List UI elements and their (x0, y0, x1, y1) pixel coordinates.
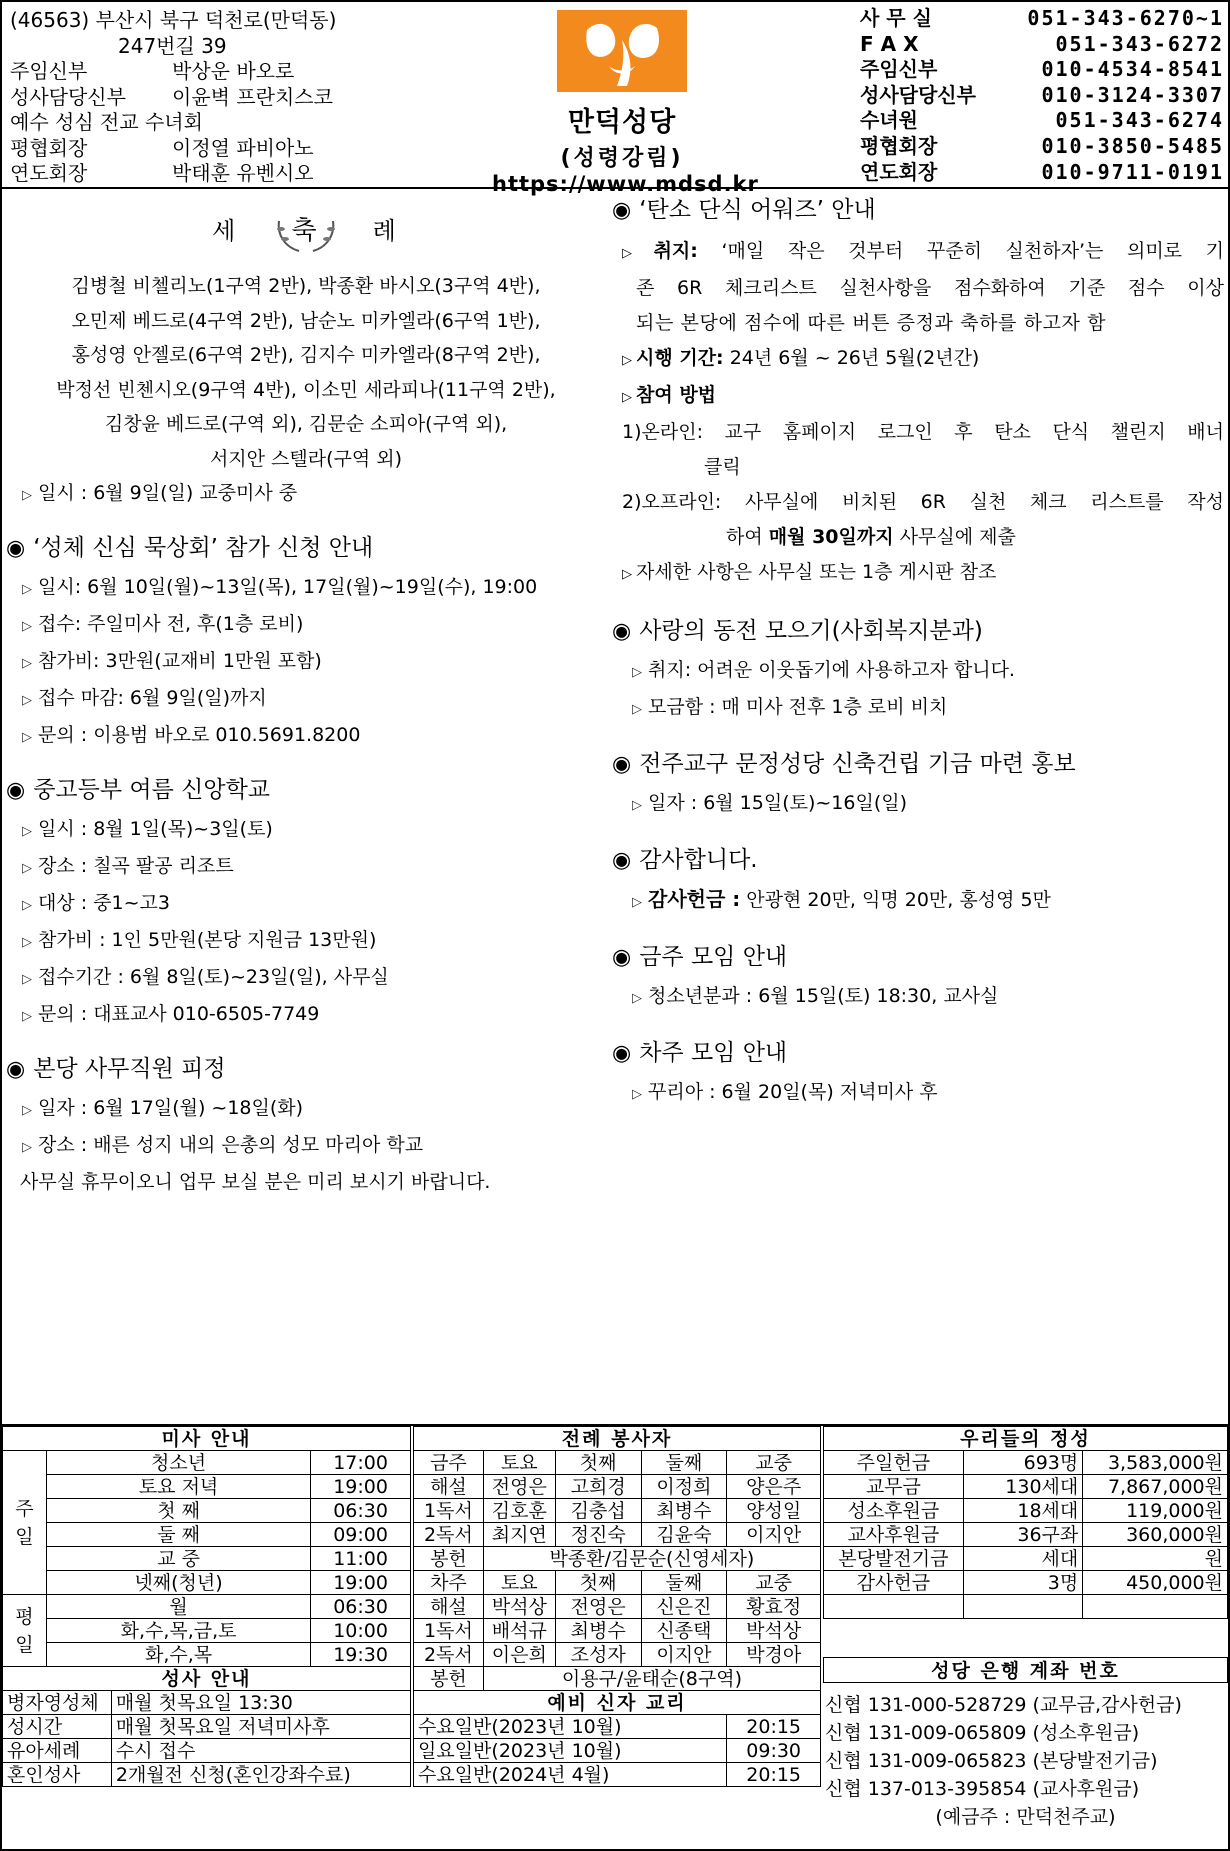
liturgy-cell: 조성자 (555, 1643, 641, 1667)
section-coin-drive (612, 616, 1228, 727)
mass-name: 화,수,목,금,토 (46, 1619, 310, 1643)
sacrament-name: 혼인성사 (3, 1763, 112, 1787)
bullseye-icon: ◉ (612, 1041, 632, 1066)
mass-schedule-table (2, 1426, 411, 1787)
liturgy-cell: 이지안 (727, 1523, 821, 1547)
liturgy-header: 토요 (483, 1571, 555, 1595)
liturgy-cell: 전영은 (555, 1595, 641, 1619)
section-title (612, 845, 1228, 876)
liturgy-table (413, 1426, 821, 1787)
mass-name: 교 중 (46, 1547, 310, 1571)
triangle-bullet-icon: ▷ (22, 730, 32, 745)
mass-time: 09:00 (311, 1523, 411, 1547)
bullseye-icon: ◉ (612, 945, 632, 970)
liturgy-title: 전례 봉사자 (414, 1427, 821, 1451)
carbon-method (622, 378, 1224, 415)
left-column (2, 191, 610, 1200)
triangle-bullet-icon: ▷ (22, 898, 32, 913)
staff-row (10, 59, 510, 85)
catechism-time: 20:15 (727, 1715, 821, 1739)
finance-amount: 원 (1083, 1547, 1228, 1571)
section-item (612, 653, 1228, 690)
finance-count: 36구좌 (963, 1523, 1083, 1547)
finance-name: 감사헌금 (824, 1571, 964, 1595)
liturgy-cell: 이정희 (641, 1475, 727, 1499)
weekday-label: 평 일 (3, 1595, 47, 1667)
mass-time: 10:00 (311, 1619, 411, 1643)
bullseye-icon: ◉ (612, 198, 632, 223)
liturgy-cell: 이지안 (641, 1643, 727, 1667)
carbon-purpose-line: 되는 본당에 점수에 따른 버튼 증정과 축하를 하고자 함 (636, 312, 1107, 334)
section-item-text: 참가비 : 1인 5만원(본당 지원금 13만원) (38, 929, 377, 951)
liturgy-cell: 해설 (414, 1595, 484, 1619)
contact-row (860, 6, 1224, 32)
sacrament-value: 수시 접수 (111, 1739, 410, 1763)
section-item (2, 1091, 610, 1128)
contact-phone: 010-9711-0191 (1041, 159, 1224, 184)
bank-accounts (823, 1657, 1228, 1831)
triangle-bullet-icon: ▷ (622, 567, 632, 582)
church-subtitle: (성령강림) (560, 146, 684, 171)
finance-name: 주일헌금 (824, 1451, 964, 1475)
liturgy-cell: 최지연 (483, 1523, 555, 1547)
carbon-purpose-line (622, 234, 1224, 271)
liturgy-cell: 배석규 (483, 1619, 555, 1643)
bank-account: 신협 131-009-065809 (성소후원금) (825, 1722, 1140, 1744)
carbon-period-label: 시행 기간: (636, 347, 724, 369)
liturgy-header: 교중 (727, 1451, 821, 1475)
mass-name: 토요 저녁 (46, 1475, 310, 1499)
baptism-line: 오민제 베드로(4구역 2반), 남순노 미카엘라(6구역 1반), (71, 309, 541, 332)
section-item (2, 570, 610, 607)
carbon-method-label: 참여 방법 (636, 384, 717, 406)
mass-time: 19:30 (311, 1643, 411, 1667)
liturgy-cell: 양성일 (727, 1499, 821, 1523)
baptism-line: 김병철 비첼리노(1구역 2반), 박종환 바시오(3구역 4반), (71, 275, 541, 297)
contact-phone: 051-343-6274 (1055, 108, 1224, 133)
liturgy-cell: 황효정 (727, 1595, 821, 1619)
triangle-bullet-icon: ▷ (622, 353, 632, 368)
contact-label: 사 무 실 (860, 6, 932, 30)
sacrament-name: 유아세례 (3, 1739, 112, 1763)
liturgy-cell: 박석상 (483, 1595, 555, 1619)
contact-row (860, 32, 1224, 58)
triangle-bullet-icon: ▷ (622, 390, 632, 405)
liturgy-header: 둘째 (641, 1571, 727, 1595)
liturgy-header: 금주 (414, 1451, 484, 1475)
section-title (612, 1038, 1228, 1069)
contact-phone: 010-3850-5485 (1041, 133, 1224, 158)
section-item-text: 꾸리아 : 6월 20일(목) 저녁미사 후 (648, 1081, 938, 1103)
sacrament-name: 성시간 (3, 1715, 112, 1739)
section-summer-school (2, 775, 610, 1034)
catechism-time: 09:30 (727, 1739, 821, 1763)
contact-phone: 051-343-6270~1 (1027, 6, 1224, 30)
liturgy-header: 첫째 (555, 1451, 641, 1475)
contact-row (860, 160, 1224, 186)
section-thanks (612, 845, 1228, 920)
section-item (612, 882, 1228, 920)
sacrament-value: 매월 첫목요일 13:30 (111, 1691, 410, 1715)
section-this-week-meeting (612, 942, 1228, 1016)
finance-name: 성소후원금 (824, 1499, 964, 1523)
section-item (2, 607, 610, 644)
section-item-text: 청소년분과 : 6월 15일(토) 18:30, 교사실 (648, 985, 999, 1007)
section-item-text: 모금함 : 매 미사 전후 1층 로비 비치 (648, 696, 948, 718)
section-item (2, 1128, 610, 1165)
liturgy-cell: 김호훈 (483, 1499, 555, 1523)
liturgy-cell: 신은진 (641, 1595, 727, 1619)
bullseye-icon: ◉ (612, 752, 632, 777)
contact-row (860, 108, 1224, 134)
baptism-title (2, 201, 610, 261)
carbon-details (622, 555, 1224, 592)
carbon-purpose-text: ‘매일 작은 것부터 꾸준히 실천하자’는 의미로 기 (721, 240, 1225, 262)
section-item-text: 문의 : 이용범 바오로 010.5691.8200 (38, 724, 361, 746)
liturgy-cell: 2독서 (414, 1643, 484, 1667)
bank-title: 성당 은행 계좌 번호 (823, 1657, 1228, 1683)
section-item-text: 일자 : 6월 17일(월) ~18일(화) (38, 1097, 304, 1119)
triangle-bullet-icon: ▷ (22, 824, 32, 839)
section-item (612, 690, 1228, 727)
triangle-bullet-icon: ▷ (632, 895, 642, 910)
liturgy-cell: 1독서 (414, 1499, 484, 1523)
finance-name: 교사후원금 (824, 1523, 964, 1547)
finance-amount: 3,583,000원 (1083, 1451, 1228, 1475)
carbon-offline: 2)오프라인: 사무실에 비치된 6R 실천 체크 리스트를 작성 (622, 491, 1224, 513)
section-item-text: 장소 : 배른 성지 내의 은총의 성모 마리아 학교 (38, 1134, 424, 1156)
carbon-offline-deadline: 매월 30일까지 (768, 526, 894, 548)
mass-time: 19:00 (311, 1571, 411, 1595)
contact-row (860, 57, 1224, 83)
mass-name: 월 (46, 1595, 310, 1619)
liturgy-header: 둘째 (641, 1451, 727, 1475)
finance-name: 교무금 (824, 1475, 964, 1499)
address-line-2: 247번길 39 (118, 33, 227, 58)
triangle-bullet-icon: ▷ (22, 619, 32, 634)
section-meditation (2, 533, 610, 755)
triangle-bullet-icon: ▷ (22, 693, 32, 708)
baptism-title-left: 세 (212, 217, 240, 245)
section-item-text: 일자 : 6월 15일(토)~16일(일) (648, 792, 908, 814)
finance-title: 우리들의 정성 (824, 1427, 1228, 1451)
bullseye-icon: ◉ (6, 536, 26, 561)
finance-name (824, 1595, 964, 1619)
contact-label: 수녀원 (860, 108, 918, 133)
liturgy-cell: 최병수 (641, 1499, 727, 1523)
catechism-time: 20:15 (727, 1763, 821, 1787)
section-title (2, 775, 610, 806)
baptism-date-text: 일시 : 6월 9일(일) 교중미사 중 (38, 482, 298, 504)
liturgy-cell: 이은희 (483, 1643, 555, 1667)
section-item (2, 849, 610, 886)
staff-role: 주임신부 (10, 59, 88, 83)
catechism-class: 일요일반(2023년 10월) (414, 1739, 727, 1763)
right-column (612, 191, 1228, 1112)
bank-account: 신협 137-013-395854 (교사후원금) (825, 1778, 1140, 1800)
liturgy-cell: 해설 (414, 1475, 484, 1499)
section-next-week-meeting (612, 1038, 1228, 1112)
contact-label: 성사담당신부 (860, 82, 976, 107)
mass-name: 넷째(청년) (46, 1571, 310, 1595)
section-title (612, 942, 1228, 973)
triangle-bullet-icon: ▷ (22, 1103, 32, 1118)
triangle-bullet-icon: ▷ (632, 991, 642, 1006)
section-title-text: 금주 모임 안내 (639, 944, 788, 970)
section-carbon-awards (612, 195, 1228, 592)
laurel-emblem-icon (271, 207, 341, 257)
contact-phone: 010-4534-8541 (1041, 57, 1224, 82)
carbon-purpose-label: 취지: (653, 240, 698, 262)
triangle-bullet-icon: ▷ (632, 1087, 642, 1102)
bulletin-body (2, 191, 1228, 1424)
triangle-bullet-icon: ▷ (22, 656, 32, 671)
baptism-line: 서지안 스텔라(구역 외) (209, 447, 403, 470)
mass-name: 화,수,목 (46, 1643, 310, 1667)
liturgy-cell: 김윤숙 (641, 1523, 727, 1547)
liturgy-cell: 신종택 (641, 1619, 727, 1643)
church-branding (492, 10, 759, 196)
section-title (2, 1054, 610, 1085)
bullseye-icon: ◉ (612, 848, 632, 873)
section-item (612, 1075, 1228, 1112)
liturgy-cell: 최병수 (555, 1619, 641, 1643)
section-title-text: 감사합니다. (639, 847, 758, 873)
section-title-text: 사랑의 동전 모으기(사회복지분과) (639, 618, 983, 644)
triangle-bullet-icon: ▷ (22, 935, 32, 950)
carbon-online-cont: 클릭 (704, 456, 741, 478)
section-building-fund (612, 749, 1228, 823)
contact-label: 연도회장 (860, 159, 938, 184)
section-item-text: 일시 : 8월 1일(목)~3일(토) (38, 818, 273, 840)
section-item (2, 812, 610, 849)
sacrament-value: 2개월전 신청(혼인강좌수료) (111, 1763, 410, 1787)
finance-count: 693명 (963, 1451, 1083, 1475)
triangle-bullet-icon: ▷ (632, 665, 642, 680)
liturgy-header: 교중 (727, 1571, 821, 1595)
catechism-title: 예비 신자 교리 (414, 1691, 821, 1715)
finance-count: 세대 (963, 1547, 1083, 1571)
catechism-class: 수요일반(2024년 4월) (414, 1763, 727, 1787)
section-item (612, 979, 1228, 1016)
bullseye-icon: ◉ (6, 1057, 26, 1082)
sunday-label: 주 일 (3, 1451, 47, 1595)
finance-count: 3명 (963, 1571, 1083, 1595)
church-url-link[interactable]: https://www.mdsd.kr (492, 172, 759, 196)
staff-row (10, 85, 510, 111)
section-title (612, 195, 1228, 226)
section-item (2, 644, 610, 681)
bank-account: 신협 131-009-065823 (본당발전기금) (825, 1750, 1158, 1772)
liturgy-header: 토요 (483, 1451, 555, 1475)
section-item (2, 997, 610, 1034)
staff-name: 박상운 바오로 (172, 59, 295, 83)
liturgy-offering: 이용구/윤태순(8구역) (483, 1667, 820, 1691)
staff-row (10, 136, 510, 162)
baptism-line: 김창윤 베드로(구역 외), 김문순 소피아(구역 외), (104, 413, 508, 435)
triangle-bullet-icon: ▷ (22, 1009, 32, 1024)
mass-time: 06:30 (311, 1595, 411, 1619)
liturgy-offering: 박종환/김문순(신영세자) (483, 1547, 820, 1571)
carbon-offline-text: 하여 (726, 526, 763, 548)
triangle-bullet-icon: ▷ (22, 972, 32, 987)
baptism-date (2, 476, 610, 513)
finance-table (823, 1426, 1228, 1619)
section-item-text: 접수: 주일미사 전, 후(1층 로비) (38, 613, 304, 635)
baptism-names (2, 269, 610, 476)
catechism-class: 수요일반(2023년 10월) (414, 1715, 727, 1739)
section-staff-retreat (2, 1054, 610, 1200)
bullseye-icon: ◉ (6, 778, 26, 803)
section-title-text: ‘탄소 단식 어워즈’ 안내 (639, 197, 876, 223)
bullseye-icon: ◉ (612, 619, 632, 644)
mass-name: 청소년 (46, 1451, 310, 1475)
triangle-bullet-icon: ▷ (632, 702, 642, 717)
section-note: 사무실 휴무이오니 업무 보실 분은 미리 보시기 바랍니다. (20, 1171, 491, 1193)
liturgy-offering-label: 봉헌 (414, 1547, 484, 1571)
section-title-text: 전주교구 문정성당 신축건립 기금 마련 홍보 (639, 751, 1076, 777)
church-logo-icon (557, 10, 687, 92)
section-item (2, 923, 610, 960)
carbon-offline-text: 사무실에 제출 (899, 526, 1016, 548)
triangle-bullet-icon: ▷ (22, 582, 32, 597)
finance-count: 18세대 (963, 1499, 1083, 1523)
header-left-info (10, 8, 510, 187)
liturgy-cell: 2독서 (414, 1523, 484, 1547)
staff-row (10, 161, 510, 187)
section-title-text: 차주 모임 안내 (639, 1040, 788, 1066)
section-title (612, 749, 1228, 780)
contact-label: 주임신부 (860, 57, 938, 82)
section-title-text: 본당 사무직원 피정 (33, 1056, 226, 1082)
finance-name: 본당발전기금 (824, 1547, 964, 1571)
header-contacts (860, 6, 1224, 185)
liturgy-header: 첫째 (555, 1571, 641, 1595)
baptism-title-right: 례 (372, 217, 400, 245)
address-line-1: (46563) 부산시 북구 덕천로(만덕동) (10, 8, 337, 32)
baptism-title-mid: 축 (291, 216, 321, 246)
contact-label: F A X (860, 31, 919, 56)
section-item-text: 일시: 6월 10일(월)~13일(목), 17일(월)~19일(수), 19:00 (38, 576, 538, 598)
sacrament-value: 매월 첫목요일 저녁미사후 (111, 1715, 410, 1739)
finance-amount: 7,867,000원 (1083, 1475, 1228, 1499)
carbon-details-text: 자세한 사항은 사무실 또는 1층 게시판 참조 (636, 561, 997, 583)
header (2, 2, 1228, 196)
carbon-period (622, 341, 1224, 378)
triangle-bullet-icon: ▷ (632, 798, 642, 813)
mass-name: 둘 째 (46, 1523, 310, 1547)
sacrament-name: 병자영성체 (3, 1691, 112, 1715)
church-name: 만덕성당 (567, 107, 677, 138)
section-item-text: 장소 : 칠곡 팔공 리조트 (38, 855, 234, 877)
staff-row (10, 110, 510, 136)
section-item (2, 718, 610, 755)
carbon-offline-cont (622, 520, 1224, 555)
contact-phone: 051-343-6272 (1055, 31, 1224, 56)
finance-amount: 119,000원 (1083, 1499, 1228, 1523)
section-item-text: 취지: 어려운 이웃돕기에 사용하고자 합니다. (648, 659, 1015, 681)
liturgy-cell: 고희경 (555, 1475, 641, 1499)
carbon-online: 1)온라인: 교구 홈페이지 로그인 후 탄소 단식 챌린지 배너 (622, 421, 1224, 443)
staff-role: 연도회장 (10, 161, 88, 185)
contact-phone: 010-3124-3307 (1041, 82, 1224, 107)
liturgy-cell: 정진숙 (555, 1523, 641, 1547)
staff-name: 이정열 파비아노 (172, 135, 314, 160)
contact-row (860, 83, 1224, 109)
liturgy-cell: 박경아 (727, 1643, 821, 1667)
section-item-text: 접수 마감: 6월 9일(일)까지 (38, 687, 267, 709)
contact-row (860, 134, 1224, 160)
section-title (2, 533, 610, 564)
mass-time: 06:30 (311, 1499, 411, 1523)
liturgy-cell: 김충섭 (555, 1499, 641, 1523)
section-item (2, 681, 610, 718)
staff-role: 성사담당신부 (10, 84, 126, 109)
carbon-purpose-line: 존 6R 체크리스트 실천사항을 점수화하여 기준 점수 이상 (636, 277, 1224, 299)
bank-owner: (예금주 : 만덕천주교) (935, 1806, 1116, 1828)
finance-amount: 360,000원 (1083, 1523, 1228, 1547)
baptism-line: 박정선 빈첸시오(9구역 4반), 이소민 세라피나(11구역 2반), (56, 378, 556, 401)
section-item-text: 접수기간 : 6월 8일(토)~23일(일), 사무실 (38, 966, 389, 988)
section-title (612, 616, 1228, 647)
liturgy-offering-label: 봉헌 (414, 1667, 484, 1691)
mass-name: 첫 째 (46, 1499, 310, 1523)
staff-role: 평협회장 (10, 135, 88, 160)
finance-amount (1083, 1595, 1228, 1619)
staff-name: 박태훈 유벤시오 (172, 161, 314, 185)
triangle-bullet-icon: ▷ (22, 488, 32, 503)
finance-count (963, 1595, 1083, 1619)
liturgy-cell: 양은주 (727, 1475, 821, 1499)
section-item (2, 960, 610, 997)
mass-time: 11:00 (311, 1547, 411, 1571)
mass-time: 17:00 (311, 1451, 411, 1475)
staff-role: 예수 성심 전교 수녀회 (10, 110, 203, 134)
staff-name: 이윤벽 프란치스코 (172, 84, 333, 109)
section-item-text: 참가비: 3만원(교재비 1만원 포함) (38, 650, 322, 672)
thanks-label: 감사헌금 : (648, 887, 741, 911)
bottom-tables (2, 1424, 1228, 1851)
bank-account: 신협 131-000-528729 (교무금,감사헌금) (825, 1694, 1182, 1716)
section-item-text: 대상 : 중1~고3 (38, 892, 170, 914)
carbon-period-value: 24년 6월 ~ 26년 5월(2년간) (729, 347, 980, 369)
section-item (2, 886, 610, 923)
baptism-line: 홍성영 안젤로(6구역 2반), 김지수 미카엘라(8구역 2반), (71, 344, 541, 366)
contact-label: 평협회장 (860, 133, 938, 158)
section-title-text: ‘성체 신심 묵상회’ 참가 신청 안내 (33, 535, 374, 561)
liturgy-cell: 전영은 (483, 1475, 555, 1499)
triangle-bullet-icon: ▷ (22, 1140, 32, 1155)
liturgy-cell: 박석상 (727, 1619, 821, 1643)
finance-count: 130세대 (963, 1475, 1083, 1499)
triangle-bullet-icon: ▷ (22, 861, 32, 876)
triangle-bullet-icon: ▷ (622, 246, 650, 261)
section-item (612, 786, 1228, 823)
section-item-text: 안광현 20만, 익명 20만, 홍성영 5만 (746, 889, 1051, 911)
finance-amount: 450,000원 (1083, 1571, 1228, 1595)
mass-time: 19:00 (311, 1475, 411, 1499)
liturgy-cell: 1독서 (414, 1619, 484, 1643)
section-item-text: 문의 : 대표교사 010-6505-7749 (38, 1003, 320, 1025)
liturgy-header: 차주 (414, 1571, 484, 1595)
section-title-text: 중고등부 여름 신앙학교 (33, 777, 271, 803)
mass-title: 미사 안내 (3, 1427, 411, 1451)
sacrament-title: 성사 안내 (3, 1667, 411, 1691)
